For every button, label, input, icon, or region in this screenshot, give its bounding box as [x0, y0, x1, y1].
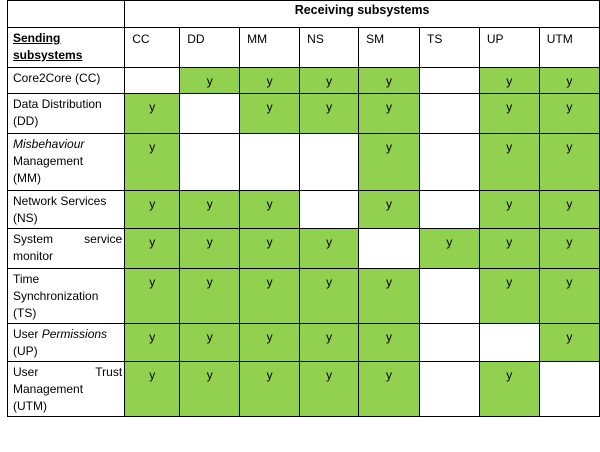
row-label-line: (DD)	[13, 114, 39, 128]
subsystem-matrix-table	[7, 0, 600, 417]
matrix-cell: y	[359, 68, 420, 94]
matrix-cell: y	[180, 324, 240, 362]
row-label-line: Network Services	[13, 194, 107, 208]
matrix-cell: y	[240, 362, 300, 417]
matrix-cell: y	[479, 94, 539, 134]
table-row	[8, 94, 600, 134]
row-label-line: monitor	[13, 249, 54, 263]
row-label-word: Trust	[95, 365, 123, 379]
column-header-mm: MM	[240, 28, 300, 68]
matrix-cell: y	[359, 134, 420, 191]
row-label-line: Data Distribution	[13, 97, 102, 111]
row-label-line: (UTM)	[13, 399, 47, 413]
row-label-line: Core2Core (CC)	[13, 71, 101, 85]
matrix-cell: y	[359, 269, 420, 324]
matrix-cell: y	[479, 269, 539, 324]
sending-label-line-2: subsystems	[13, 48, 83, 62]
matrix-cell: y	[539, 134, 599, 191]
matrix-cell: y	[125, 362, 180, 417]
matrix-cell	[180, 94, 240, 134]
matrix-cell: y	[125, 191, 180, 229]
matrix-cell: y	[300, 229, 359, 269]
table-row	[8, 324, 600, 362]
matrix-cell: y	[539, 191, 599, 229]
matrix-cell: y	[240, 191, 300, 229]
column-header-row	[8, 28, 600, 68]
row-label-line: Misbehaviour	[13, 137, 85, 151]
matrix-cell	[240, 134, 300, 191]
matrix-cell: y	[300, 68, 359, 94]
row-header-ts	[8, 269, 125, 324]
row-label-clip	[13, 231, 124, 265]
title-row	[8, 1, 600, 28]
matrix-cell	[300, 134, 359, 191]
matrix-cell: y	[240, 94, 300, 134]
row-label-word: User	[13, 327, 39, 341]
column-header-cc: CC	[125, 28, 180, 68]
row-label-line: Time	[13, 272, 40, 286]
matrix-cell: y	[539, 269, 599, 324]
row-label-line	[13, 231, 124, 248]
table-row	[8, 362, 600, 417]
matrix-cell: y	[359, 324, 420, 362]
row-label-line: (TS)	[13, 306, 37, 320]
matrix-cell: y	[539, 229, 599, 269]
matrix-cell: y	[539, 94, 599, 134]
table-row	[8, 68, 600, 94]
matrix-cell: y	[479, 134, 539, 191]
matrix-cell	[539, 362, 599, 417]
matrix-cell: y	[359, 191, 420, 229]
row-header-utm	[8, 362, 125, 417]
matrix-cell: y	[125, 269, 180, 324]
matrix-cell: y	[240, 269, 300, 324]
row-label-line	[13, 364, 124, 381]
matrix-cell	[300, 191, 359, 229]
corner-cell	[8, 1, 125, 28]
matrix-cell: y	[479, 68, 539, 94]
row-header-mm	[8, 134, 125, 191]
matrix-cell: y	[240, 229, 300, 269]
matrix-cell: y	[180, 362, 240, 417]
table-row	[8, 191, 600, 229]
column-header-up: UP	[479, 28, 539, 68]
table-row	[8, 134, 600, 191]
row-label-word: service	[84, 232, 123, 246]
matrix-cell	[359, 229, 420, 269]
matrix-cell	[420, 191, 480, 229]
column-header-dd: DD	[180, 28, 240, 68]
row-label-line: (UP)	[13, 344, 38, 358]
matrix-cell: y	[300, 94, 359, 134]
matrix-cell: y	[300, 324, 359, 362]
row-label-line: Synchronization	[13, 289, 99, 303]
receiving-subsystems-title: Receiving subsystems	[125, 1, 600, 28]
matrix-cell: y	[479, 191, 539, 229]
matrix-cell: y	[180, 191, 240, 229]
row-label-line: (MM)	[13, 171, 41, 185]
matrix-cell: y	[479, 362, 539, 417]
column-header-sm: SM	[359, 28, 420, 68]
matrix-cell	[180, 134, 240, 191]
matrix-cell: y	[125, 134, 180, 191]
column-header-ts: TS	[420, 28, 480, 68]
sending-label-line-1: Sending	[13, 31, 61, 45]
matrix-cell: y	[240, 68, 300, 94]
matrix-cell: y	[479, 229, 539, 269]
matrix-cell: y	[300, 362, 359, 417]
row-label-line: (NS)	[13, 211, 38, 225]
table-row	[8, 269, 600, 324]
row-header-up	[8, 324, 125, 362]
matrix-cell: y	[240, 324, 300, 362]
matrix-cell	[125, 68, 180, 94]
row-label-word: User	[13, 365, 39, 379]
matrix-cell	[420, 362, 480, 417]
matrix-cell	[420, 68, 480, 94]
matrix-cell: y	[359, 94, 420, 134]
sending-subsystems-label	[8, 28, 125, 68]
matrix-cell: y	[539, 68, 599, 94]
matrix-cell	[420, 269, 480, 324]
row-header-dd	[8, 94, 125, 134]
table-row	[8, 229, 600, 269]
matrix-cell: y	[125, 324, 180, 362]
matrix-cell: y	[125, 229, 180, 269]
row-header-sm	[8, 229, 125, 269]
matrix-cell: y	[300, 269, 359, 324]
matrix-cell: y	[420, 229, 480, 269]
subsystem-matrix-wrapper	[7, 0, 600, 417]
row-label-line: Management	[13, 382, 84, 396]
row-label-line	[13, 326, 124, 343]
matrix-cell	[420, 324, 480, 362]
matrix-cell: y	[180, 68, 240, 94]
matrix-cell: y	[180, 229, 240, 269]
column-header-utm: UTM	[539, 28, 599, 68]
matrix-cell	[420, 94, 480, 134]
row-label-word: System	[13, 232, 54, 246]
row-label-line: Management	[13, 154, 84, 168]
row-header-ns	[8, 191, 125, 229]
matrix-cell: y	[180, 269, 240, 324]
matrix-cell: y	[359, 362, 420, 417]
row-label-word: Permissions	[41, 327, 108, 341]
matrix-cell	[420, 134, 480, 191]
matrix-cell: y	[539, 324, 599, 362]
column-header-ns: NS	[300, 28, 359, 68]
row-header-cc	[8, 68, 125, 94]
matrix-cell: y	[125, 94, 180, 134]
matrix-cell	[479, 324, 539, 362]
